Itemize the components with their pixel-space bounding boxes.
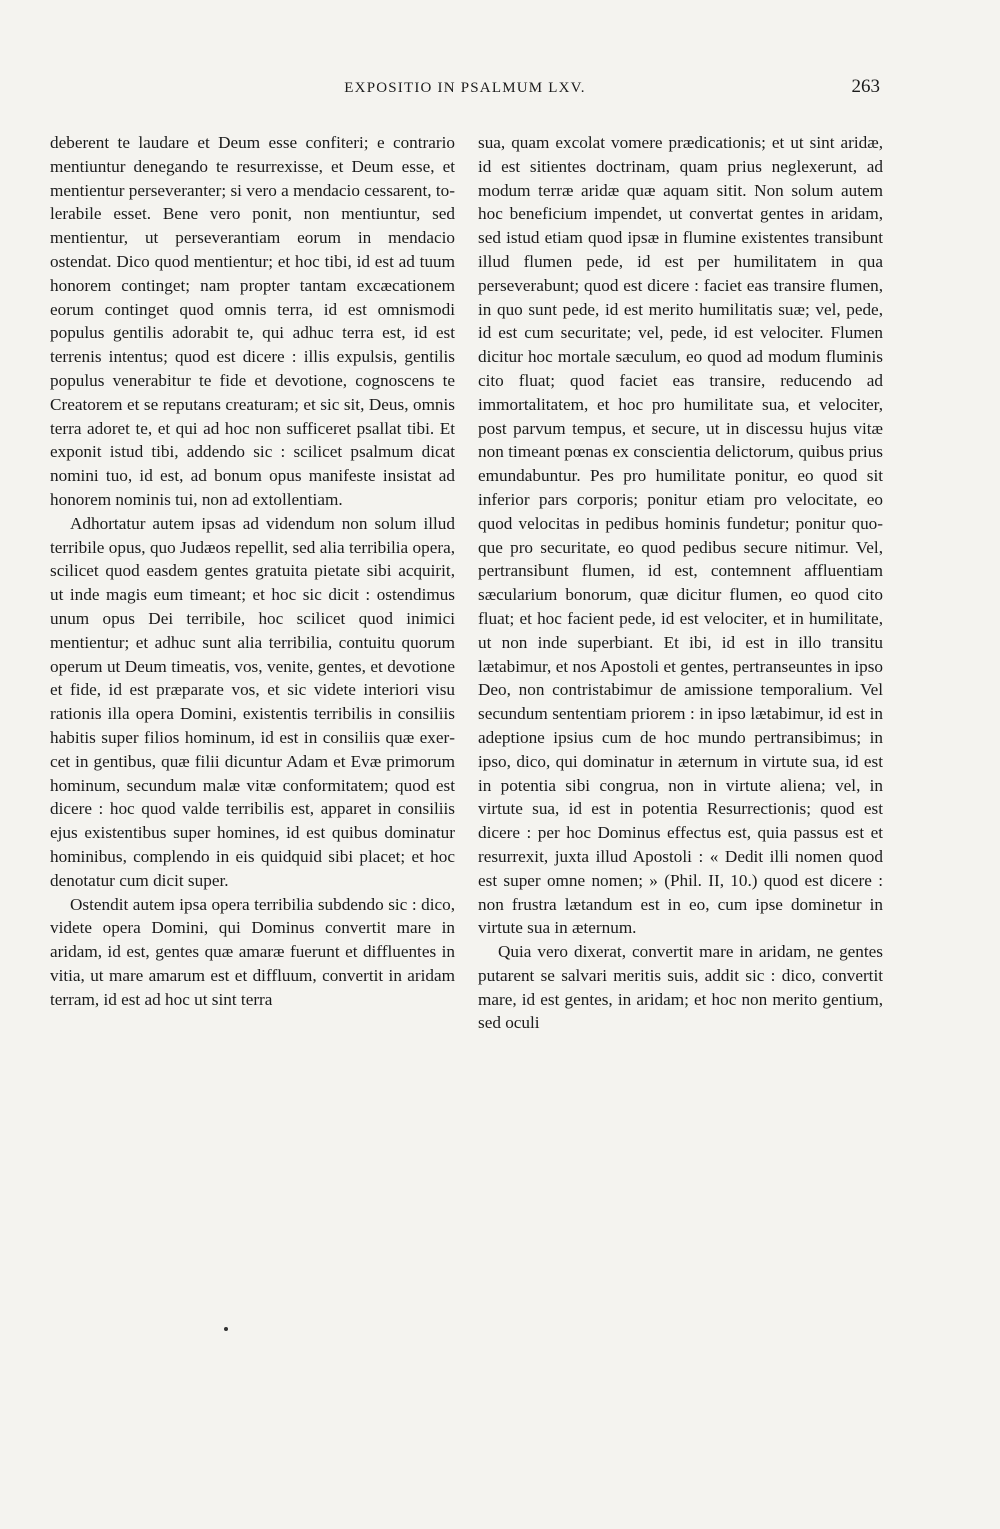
paragraph: Ostendit autem ipsa opera terribilia subdendo sic : dico, videte opera Domini, qui Dominus convertit mare in aridam, id est, gentes quæ amaræ fuerunt et diffluentes in vitia, ut mare amarum est et diffluum, convertit in aridam terram, id est ad hoc ut sint terra [50,894,455,1009]
left-column [50,131,455,1011]
right-column [478,131,883,1035]
paragraph: Adhortatur autem ipsas ad videndum non solum illud terribile opus, quo Judæos repellit, sed alia terribilia opera, scilicet quod easdem gentes gratuita pietate sibi acquirit, ut inde magis eum timeant; et hoc sic dicit : ostendimus unum opus Dei terribile, hoc scilicet quod inimici mentientur; et adhuc sunt alia terribilia, contuitu quorum operum ut Deum timeatis, vos, venite, gentes, et devotione et fide, id est præparate vos, et sic videte interiori visu rationis illa opera Domini, existentis terribilis in consiliis habitis super filios hominum, id est in consiliis quæ exercet in gentibus, quæ filii dicuntur Adam et Evæ primorum hominum, secundum malæ vitæ conformitatem; quod est dicere : hoc quod valde terribilis est, apparet in consiliis ejus existentibus super homines, id est quibus dominatur hominibus, complendo in eis quidquid sibi placet; et hoc denotatur cum dicit super. [50,513,455,890]
running-title: EXPOSITIO IN PSALMUM LXV. [344,80,586,96]
paragraph: Quia vero dixerat, convertit mare in aridam, ne gentes putarent se salvari meritis suis, addit sic : dico, convertit mare, id est gentes, in aridam; et hoc non merito gentium, sed oculi [478,942,883,1033]
page-header [50,76,880,100]
page-number: 263 [851,76,880,97]
paragraph: deberent te laudare et Deum esse confiteri; e contrario mentiuntur denegando te resurrexisse, et Deum esse, et mentientur perseveranter; si vero a mendacio cessarent, tolerabile esset. Bene vero ponit, non mentiuntur, sed mentientur, ut perseverantiam eorum in mendacio ostendat. Dico quod mentientur; et hoc tibi, id est ad tuum honorem continget; nam propter tantam excæcationem eorum continget quod omnis terra, id est omnismodi populus gentilis adorabit te, qui adhuc terra est, id est terrenis intentus; quod est dicere : illis expulsis, gentilis populus venerabitur te fide et devotione, cognoscens te Creatorem et se reputans creaturam; et sic sit, Deus, omnis terra adoret te, et qui ad hoc non sufficeret psallat tibi. Et exponit istud tibi, addendo sic : scilicet psalmum dicat nomini tuo, id est, ad bonum opus manifeste insistat ad honorem nominis tui, non ad extollentiam. [50,133,455,509]
ink-speck [224,1327,228,1331]
paragraph: sua, quam excolat vomere prædicationis; et ut sint aridæ, id est sitientes doctrinam, quam prius neglexerunt, ad modum terræ aridæ quæ aquam sitit. Non solum autem hoc beneficium impendet, ut convertat gentes in aridam, sed istud etiam quod ipsæ in flumine existentes transibunt illud flumen pede, id est per humilitatem in qua perseverabunt; quod est dicere : faciet eas transire flumen, in quo sunt pede, id est merito humilitatis suæ; vel, pede, id est cum securitate; vel, pede, id est velociter. Flumen dicitur hoc mortale sæculum, eo quod ad modum fluminis cito fluat; quod faciet eas transire, reducendo ad immortalitatem, et hoc pro humilitate sua, et velociter, post parvum tempus, et secure, ut in discessu hujus vitæ non timeant pœnas ex conscientia delictorum, quibus prius emundabuntur. Pes pro humilitate ponitur, eo quod sit inferior pars corporis; ponitur etiam pro velocitate, eo quod velocitas in pedibus hominis fundetur; ponitur quoque pro securitate, eo quod pedibus secure nitimur. Vel, pertransibunt flumen, id est, contemnent affluentiam sæcularium bonorum, quæ dicitur flumen, eo quod cito fluat; et hoc facient pede, id est velociter, et in humilitate, ut non inde superbiant. Et ibi, id est in illo transitu lætabimur, et nos Apostoli et gentes, pertranseuntes in ipso Deo, non contristabimur de amissione temporalium. Vel secundum sententiam priorem : in ipso lætabimur, id est in adeptione ipsius cum de hoc mundo pertransibimus; in ipso, dico, qui dominatur in æternum in virtute sua, id est in potentia sibi congrua, non in virtute aliena; vel, in virtute sua, id est in potentia Resurrectionis; quod est dicere : per hoc Dominus effectus est, quia passus est et resurrexit, juxta illud Apostoli : « Dedit illi nomen quod est super omne nomen; » (Phil. II, 10.) quod est dicere : non frustra lætandum est in eo, cum ipse dominetur in virtute sua in æternum. [478,133,883,938]
